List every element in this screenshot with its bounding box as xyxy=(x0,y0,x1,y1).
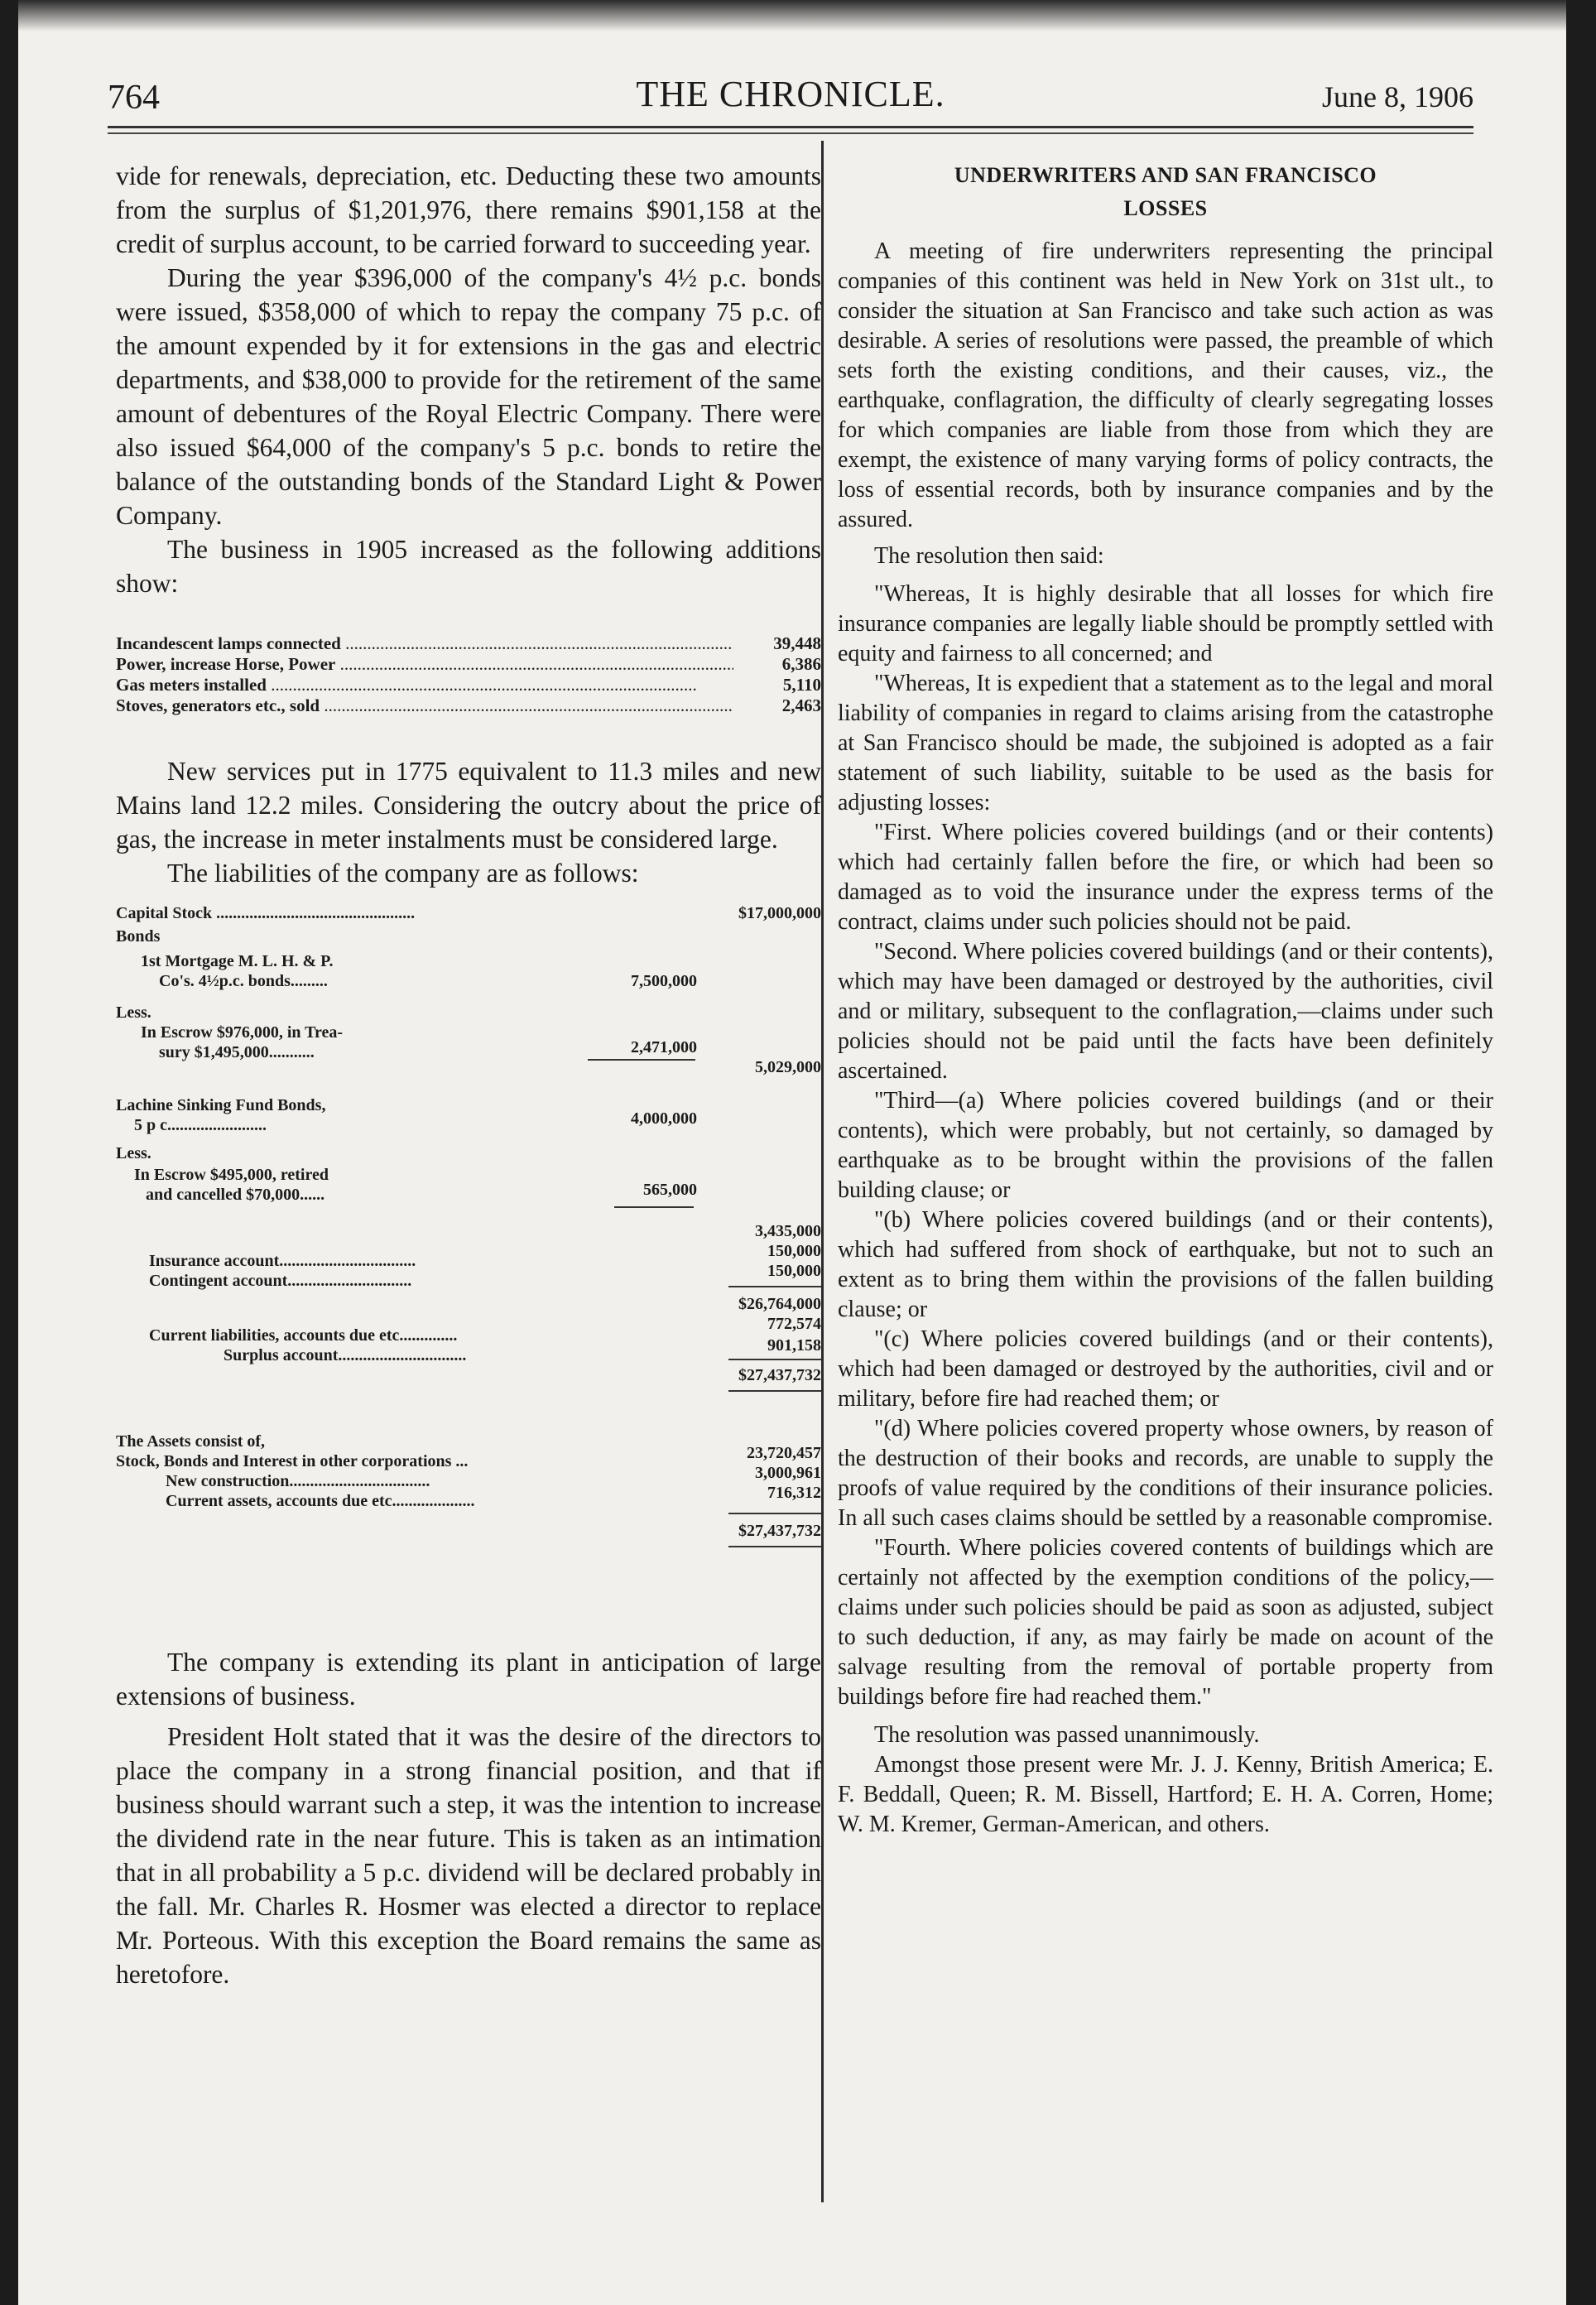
table-value: $17,000,000 xyxy=(738,904,821,922)
table-value: 716,312 xyxy=(767,1484,821,1502)
row-value: 6,386 xyxy=(781,654,821,674)
table-value: $27,437,732 xyxy=(738,1522,821,1540)
scan-shadow xyxy=(18,0,1566,31)
row-label: Power, increase Horse, Power ..... xyxy=(116,654,733,675)
table-value: 901,158 xyxy=(767,1336,821,1355)
table-label: Surplus account............................... xyxy=(224,1346,467,1364)
table-row xyxy=(116,633,821,654)
table-label: 1st Mortgage M. L. H. & P. xyxy=(141,952,334,970)
paragraph: The liabilities of the company are as follows: xyxy=(167,859,639,888)
row-label: Gas meters installed ..... xyxy=(116,675,733,695)
table-label: and cancelled $70,000...... xyxy=(146,1186,325,1204)
paragraph: "Whereas, It is highly desirable that all losses for which fire insurance companies are legally liable should be promptly settled with equity and fairness to all concerned; and xyxy=(838,581,1493,666)
table-value: 2,471,000 xyxy=(631,1038,697,1056)
additions-table xyxy=(116,633,821,716)
table-value: 3,000,961 xyxy=(755,1464,821,1482)
table-label: Less. xyxy=(116,1144,151,1162)
page-header xyxy=(108,73,1473,119)
paragraph: New services put in 1775 equivalent to 11.3 miles and new Mains land 12.2 miles. Considering the outcry about the price of gas, the increase in meter instalments must be considered large. xyxy=(116,757,821,854)
table-label: Lachine Sinking Fund Bonds, xyxy=(116,1096,326,1114)
newspaper-page xyxy=(18,0,1566,2305)
table-value: 150,000 xyxy=(767,1242,821,1260)
table-label: sury $1,495,000........... xyxy=(159,1043,315,1061)
table-value: 5,029,000 xyxy=(755,1058,821,1076)
paragraph: "(b) Where policies covered buildings (and or their contents), which had suffered from shock of earthquake, but not to such an extent as to bring them within the provisions of the fallen building clause; or xyxy=(838,1207,1493,1322)
issue-date: June 8, 1906 xyxy=(1322,80,1473,113)
row-label: Stoves, generators etc., sold ..... xyxy=(116,695,733,716)
table-label: Stock, Bonds and Interest in other corporations ... xyxy=(116,1452,469,1470)
left-column xyxy=(116,159,821,1991)
paragraph: "Third—(a) Where policies covered buildings (and or their contents), which were probably, but not certainly, so damaged by earthquake as to be brought within the provisions of the fallen building clause; or xyxy=(838,1088,1493,1203)
table-value: $26,764,000 xyxy=(738,1295,821,1313)
paragraph: "(d) Where policies covered property whose owners, by reason of the destruction of their books and records, are unable to supply the proofs of value required by the conditions of their insurance policies. In all such cases claims should be settled by a reasonable compromise. xyxy=(838,1416,1493,1531)
table-label: Capital Stock ................................................ xyxy=(116,904,416,922)
article-heading xyxy=(838,159,1493,225)
sum-rule xyxy=(588,1059,695,1061)
table-value: 150,000 xyxy=(767,1262,821,1280)
sum-rule xyxy=(614,1206,694,1208)
table-value: $27,437,732 xyxy=(738,1366,821,1384)
sum-rule xyxy=(728,1546,821,1547)
heading-line: LOSSES xyxy=(1123,196,1208,220)
paragraph: The resolution was passed unannimously. xyxy=(874,1722,1260,1748)
sum-rule xyxy=(728,1286,821,1287)
table-label: The Assets consist of, xyxy=(116,1432,266,1451)
header-rule-thin xyxy=(108,132,1473,134)
paragraph: President Holt stated that it was the desire of the directors to place the company in a strong financial position, and that if business should warrant such a step, it was the intention to increase the dividend rate in the near future. This is taken as an intimation that in all probability a 5 p.c. dividend will be declared probably in the fall. Mr. Charles R. Hosmer was elected a director to replace Mr. Porteous. With this exception the Board remains the same as heretofore. xyxy=(116,1722,821,1989)
table-label: Insurance account................................. xyxy=(149,1252,416,1270)
table-label: 5 p c........................ xyxy=(134,1116,267,1134)
table-label: New construction.................................. xyxy=(166,1472,430,1490)
table-row xyxy=(116,675,821,695)
paragraph: "Whereas, It is expedient that a statement as to the legal and moral liability of companies in regard to claims arising from the catastrophe at San Francisco should be made, the subjoined is adopted as a fair statement of such liability, suitable to be used as the basis for adjusting losses: xyxy=(838,671,1493,816)
heading-line: UNDERWRITERS AND SAN FRANCISCO xyxy=(954,163,1377,187)
paragraph: "First. Where policies covered buildings (and or their contents) which had certainly fallen before the fire, or which had been so damaged as to void the insurance under the express terms of the contract, claims under such policies should not be paid. xyxy=(838,820,1493,935)
paragraph: "(c) Where policies covered buildings (and or their contents), which had been damaged or destroyed by the authorities, civil and or military, before fire had reached them; or xyxy=(838,1326,1493,1412)
table-row xyxy=(116,695,821,716)
table-value: 565,000 xyxy=(643,1181,697,1199)
row-value: 5,110 xyxy=(782,675,821,695)
row-value: 2,463 xyxy=(781,695,821,715)
paragraph: vide for renewals, depreciation, etc. Deducting these two amounts from the surplus of $1,201,976, there remains $901,158 at the credit of surplus account, to be carried forward to succeeding year. xyxy=(116,161,821,258)
row-value: 39,448 xyxy=(773,633,821,653)
paragraph: The resolution then said: xyxy=(874,543,1104,569)
table-label: Bonds xyxy=(116,927,161,946)
paragraph: Amongst those present were Mr. J. J. Kenny, British America; E. F. Beddall, Queen; R. M. Bissell, Hartford; E. H. A. Corren, Home; W. M. Kremer, German-American, and others. xyxy=(838,1752,1493,1837)
table-label: In Escrow $976,000, in Trea- xyxy=(141,1023,344,1042)
row-label: Incandescent lamps connected ..... xyxy=(116,633,733,654)
table-value: 7,500,000 xyxy=(631,972,697,990)
table-label: Co's. 4½p.c. bonds......... xyxy=(159,972,328,990)
table-value: 772,574 xyxy=(767,1315,821,1333)
paragraph: The company is extending its plant in anticipation of large extensions of business. xyxy=(116,1648,821,1711)
table-row xyxy=(116,654,821,675)
column-divider xyxy=(821,141,824,2202)
table-label: Contingent account.............................. xyxy=(149,1272,412,1290)
paragraph: During the year $396,000 of the company's 4½ p.c. bonds were issued, $358,000 of which to repay the company 75 p.c. of the amount expended by it for extensions in the gas and electric departments, and $38,000 to provide for the retirement of the same amount of debentures of the Royal Electric Company. There were also issued $64,000 of the company's 5 p.c. bonds to retire the balance of the outstanding bonds of the Standard Light & Power Company. xyxy=(116,263,821,530)
publication-title: THE CHRONICLE. xyxy=(636,74,945,114)
table-value: 4,000,000 xyxy=(631,1109,697,1128)
header-rule xyxy=(108,126,1473,128)
paragraph: "Fourth. Where policies covered contents of buildings which are certainly not affected by the exemption conditions of the policy,—claims under such policies should be paid as soon as adjusted, subject to such deduction, if any, as may fairly be made on acount of the salvage resulting from the removal of portable property from buildings before fire had reached them." xyxy=(838,1535,1493,1710)
paragraph: "Second. Where policies covered buildings (and or their contents), which may have been damaged or destroyed by the authorities, civil and or military, subsequent to the conflagration,—claims under such policies should not be paid until the facts have been definitely ascertained. xyxy=(838,939,1493,1084)
right-column xyxy=(838,159,1493,1840)
table-label: In Escrow $495,000, retired xyxy=(134,1166,329,1184)
sum-rule xyxy=(728,1513,821,1514)
table-value: 23,720,457 xyxy=(747,1444,821,1462)
table-label: Less. xyxy=(116,1003,151,1022)
liabilities-table xyxy=(116,903,821,1612)
paragraph: A meeting of fire underwriters representing the principal companies of this continent was held in New York on 31st ult., to consider the situation at San Francisco and take such action as was desirable. A series of resolutions were passed, the preamble of which sets forth the existing conditions, and their causes, viz., the earthquake, conflagration, the difficulty of clearly segregating losses for which companies are liable from those from which they are exempt, the existence of many varying forms of policy contracts, the loss of essential records, both by insurance companies and by the assured. xyxy=(838,238,1493,532)
table-label: Current liabilities, accounts due etc.............. xyxy=(149,1326,458,1345)
sum-rule xyxy=(728,1359,821,1360)
table-label: Current assets, accounts due etc.................... xyxy=(166,1492,475,1510)
table-value: 3,435,000 xyxy=(755,1222,821,1240)
page-number: 764 xyxy=(108,79,160,117)
sum-rule xyxy=(728,1390,821,1392)
paragraph: The business in 1905 increased as the following additions show: xyxy=(116,535,821,598)
